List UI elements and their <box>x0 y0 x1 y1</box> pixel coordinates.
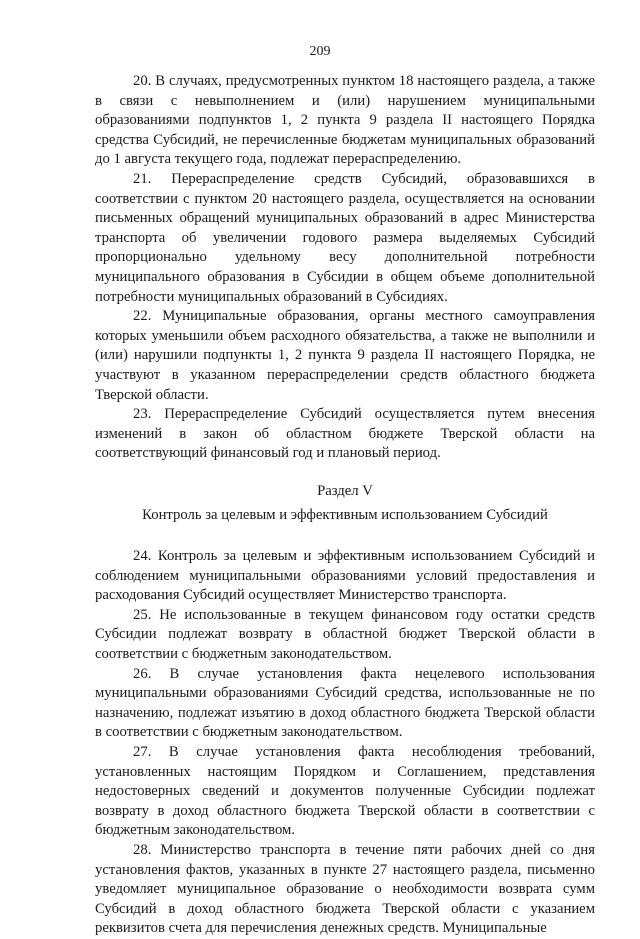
paragraph-26: 26. В случае установления факта нецелевого использования муниципальными образованиями Субсидий средства, использованные не по назначению, подлежат изъятию в доход областного бюджета Тверской области в соответствии с бюджетным законодательством. <box>95 665 595 741</box>
page-number: 209 <box>309 44 331 59</box>
paragraph-24: 24. Контроль за целевым и эффективным использованием Субсидий и соблюдением муниципальными образованиями условий предоставления и расходования Субсидий осуществляет Министерство транспорта. <box>95 548 595 604</box>
document-body <box>95 72 595 939</box>
paragraph-20: 20. В случаях, предусмотренных пунктом 18 настоящего раздела, а также в связи с невыполнением и (или) нарушением муниципальными образованиями подпунктов 1, 2 пункта 9 раздела II настоящего Порядка средства Субсидий, не перечисленные бюджетам муниципальных образований до 1 августа текущего года, подлежат перераспределению. <box>95 73 595 168</box>
paragraph-22: 22. Муниципальные образования, органы местного самоуправления которых уменьшили объем расходного обязательства, а также не выполнили и (или) нарушили подпункты 1, 2 пункта 9 раздела II настоящего Порядка, не участвуют в указанном перераспределении средств областного бюджета Тверской области. <box>95 308 595 403</box>
paragraph-27: 27. В случае установления факта несоблюдения требований, установленных настоящим Порядком и Соглашением, представления недостоверных сведений и документов полученные Субсидии подлежат возврату в доход областного бюджета Тверской области в соответствии с бюджетным законодательством. <box>95 744 595 839</box>
paragraph-28: 28. Министерство транспорта в течение пяти рабочих дней со дня установления фактов, указанных в пункте 27 настоящего раздела, письменно уведомляет муниципальное образование о необходимости возврата сумм Субсидий в доход областного бюджета Тверской области с указанием реквизитов счета для перечисления денежных средств. Муниципальные <box>95 841 595 937</box>
paragraph-25: 25. Не использованные в текущем финансовом году остатки средств Субсидии подлежат возврату в областной бюджет Тверской области в соответствии с бюджетным законодательством. <box>95 606 595 663</box>
paragraph-21: 21. Перераспределение средств Субсидий, образовавшихся в соответствии с пунктом 20 настоящего раздела, осуществляется на основании письменных обращений муниципальных образований в адрес Министерства транспорта об увеличении годового размера выделяемых Субсидий пропорционально удельному весу дополнительной потребности муниципального образования в Субсидии в общем объеме дополнительной потребности муниципальных образований в Субсидиях. <box>95 170 595 305</box>
paragraph-23: 23. Перераспределение Субсидий осуществляется путем внесения изменений в закон об областном бюджете Тверской области на соответствующий финансовый год и плановый период. <box>95 406 595 462</box>
section-subtitle: Контроль за целевым и эффективным использованием Субсидий <box>142 507 548 524</box>
section-heading: Раздел V <box>317 482 373 499</box>
